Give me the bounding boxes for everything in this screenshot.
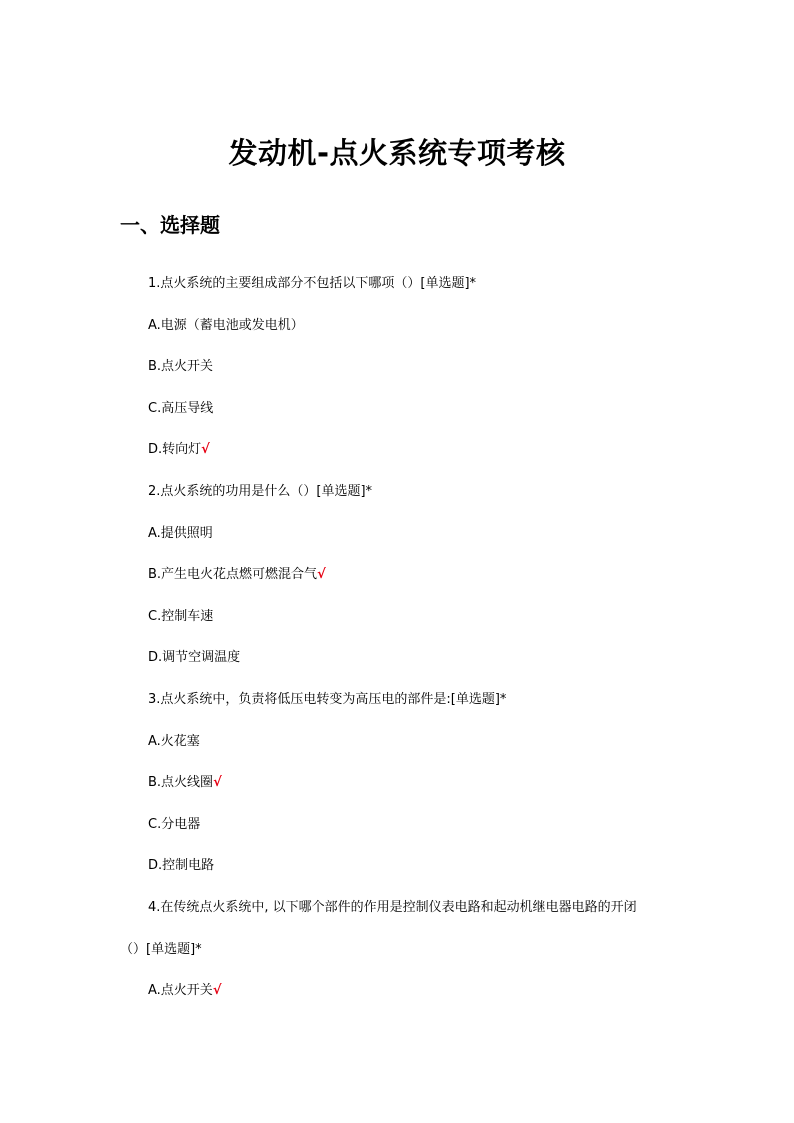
option-label: A.点火开关: [148, 983, 213, 998]
option-d: [148, 856, 214, 876]
option-label: B.点火线圈: [148, 775, 214, 790]
document-title: 发动机-点火系统专项考核: [228, 136, 566, 170]
option-a: [148, 981, 221, 1001]
question-stem: 4.在传统点火系统中, 以下哪个部件的作用是控制仪表电路和起动机继电器电路的开闭: [148, 900, 637, 915]
option-c: [148, 399, 213, 419]
option-label: C.高压导线: [148, 401, 214, 416]
option-label: A.电源（蓄电池或发电机）: [148, 318, 304, 333]
question-stem-continuation: （）[单选题]*: [120, 942, 202, 957]
question-stem: 1.点火系统的主要组成部分不包括以下哪项（）[单选题]*: [148, 276, 477, 291]
question-stem: 3.点火系统中，负责将低压电转变为高压电的部件是:[单选题]*: [148, 692, 507, 707]
option-label: A.火花塞: [148, 734, 200, 749]
correct-check-icon: √: [213, 775, 222, 790]
option-label: C.分电器: [148, 817, 201, 832]
option-b: [148, 565, 326, 585]
option-d: [148, 648, 240, 668]
question-stem: 2.点火系统的功用是什么（）[单选题]*: [148, 484, 373, 499]
option-label: D.调节空调温度: [148, 650, 241, 665]
correct-check-icon: √: [212, 983, 222, 998]
option-b: [148, 773, 222, 793]
option-label: A.提供照明: [148, 526, 213, 541]
correct-check-icon: √: [317, 567, 326, 582]
option-b: [148, 357, 213, 377]
option-label: C.控制车速: [148, 609, 214, 624]
option-label: D.转向灯: [148, 442, 202, 457]
option-c: [148, 815, 200, 835]
option-label: B.点火开关: [148, 359, 214, 374]
option-label: D.控制电路: [148, 858, 215, 873]
option-label: B.产生电火花点燃可燃混合气: [148, 567, 318, 582]
section-heading: 一、选择题: [120, 213, 220, 237]
option-a: [148, 732, 200, 752]
option-a: [148, 524, 213, 544]
option-a: [148, 316, 304, 336]
option-d: [148, 440, 210, 460]
option-c: [148, 607, 213, 627]
correct-check-icon: √: [201, 442, 210, 457]
